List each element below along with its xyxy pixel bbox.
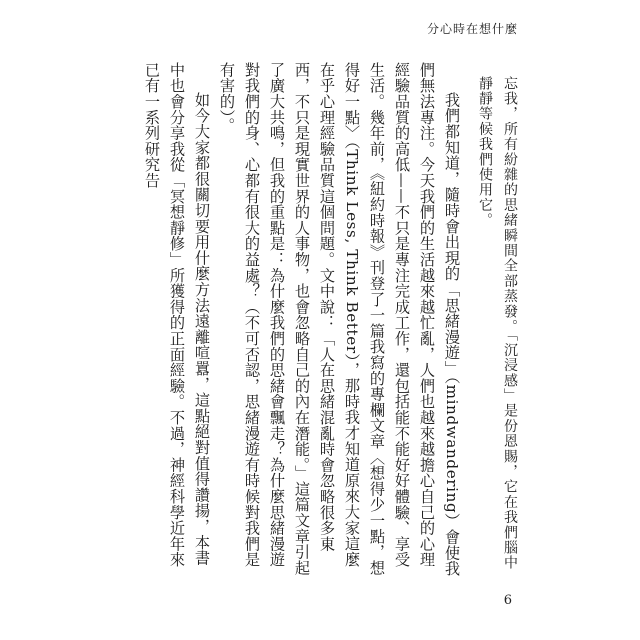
running-title: 分心時在想什麼	[426, 22, 518, 36]
page-number: 6	[503, 593, 512, 608]
quote-block: 忘我，所有紛雜的思緒瞬間全部蒸發。「沉浸感」是份恩賜，它在我們腦中靜靜等候我們使用它。	[477, 76, 518, 571]
paragraph-1: 我們都知道，隨時會出現的「思緒漫遊」（mindwandering）會使我們無法專注。今天我們的生活越來越忙亂，人們也越來越擔心自己的心理經驗品質的高低——不只是專注完成工作，還包括能不能好好體驗、享受生活。幾年前，《紐約時報》刊登了一篇我寫的專欄文章〈想得少一點，想得好一點〉（Think Less, Think Better），那時我才知道原來大家這麼在乎心理經驗品質這個問題。文中說：「人在思緒混亂時會忽略很多東西，不只是現實世界的人事物，也會忽略自己的內在潛能。」這篇文章引起了廣大共鳴，但我的重點是：為什麼我們的思緒會飄走？為什麼思緒漫遊對我們的身、心都有很大的益處？（不可否認，思緒漫遊有時候對我們是有害的）。	[218, 62, 461, 577]
paragraph-2: 如今大家都很關切要用什麼方法遠離喧囂，這點絕對值得讚揚，本書中也會分享我從「冥想靜修」所獲得的正面經驗。不過，神經科學近年來已有一系列研究告	[143, 62, 211, 568]
vertical-body-text	[102, 62, 522, 582]
